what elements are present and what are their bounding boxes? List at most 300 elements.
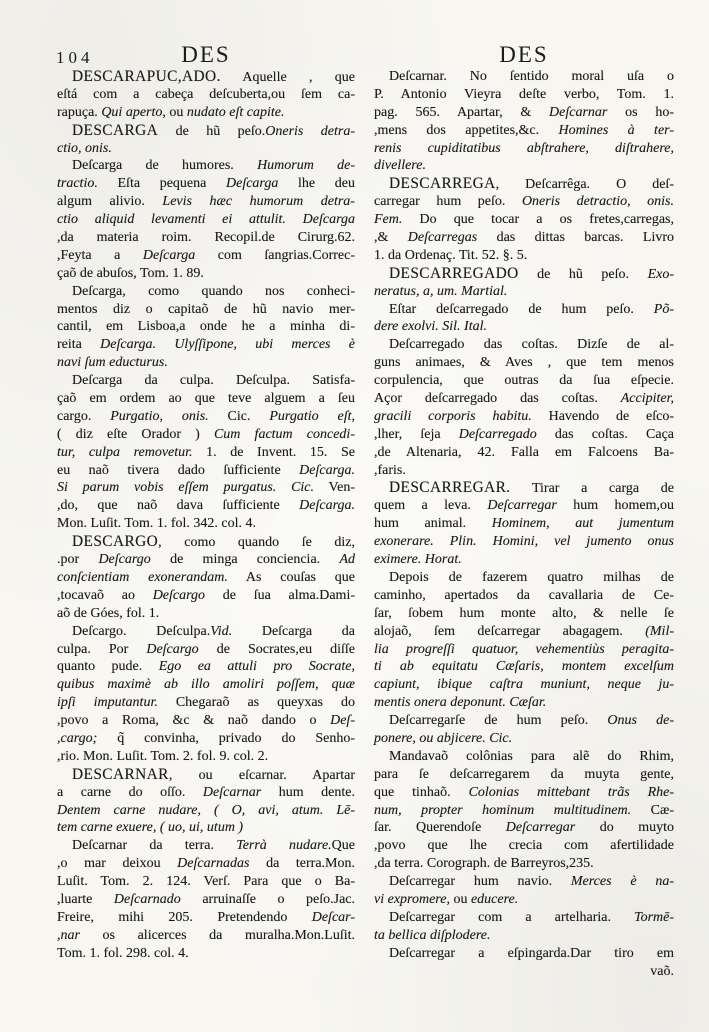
latin-italic-text: ctio aliquid levamenti ei attulit. Deſcarga bbox=[57, 212, 355, 228]
body-text: do muyto bbox=[575, 820, 675, 836]
text-line bbox=[57, 372, 355, 390]
text-line bbox=[57, 229, 355, 247]
body-text: Açor deſcarregado das coſtas. bbox=[374, 391, 621, 407]
latin-italic-text: Purgatio, onis. bbox=[110, 408, 209, 424]
text-line bbox=[374, 605, 674, 623]
text-line bbox=[374, 587, 674, 605]
body-text: hum dente. bbox=[261, 784, 355, 800]
text-line bbox=[374, 819, 674, 837]
body-text: de ſua alma.Dami- bbox=[205, 587, 355, 603]
text-line bbox=[374, 229, 674, 247]
text-line bbox=[57, 694, 355, 712]
body-text: Cæ- bbox=[631, 802, 674, 818]
latin-italic-text: Si parum vobis eſſem purgatus. Cic. bbox=[57, 480, 315, 496]
body-text: .por bbox=[57, 552, 99, 568]
text-line bbox=[57, 658, 355, 676]
body-text: ,mens dos appetites,&c. bbox=[374, 122, 559, 138]
text-line bbox=[374, 515, 674, 533]
text-line bbox=[374, 784, 674, 802]
latin-italic-text: Qui aperto bbox=[101, 104, 163, 120]
latin-italic-text: Merces è na- bbox=[570, 874, 674, 890]
text-line bbox=[374, 569, 674, 587]
body-text: cantil, em Lisboa,a onde he a minha di- bbox=[57, 319, 355, 335]
latin-italic-text: renis cupiditatibus abſtrahere, diſtrahere, bbox=[374, 140, 674, 156]
latin-italic-text: Põ- bbox=[653, 301, 674, 317]
text-line bbox=[374, 462, 674, 480]
body-text: Eſtar deſcarregado de hum peſo. bbox=[389, 301, 654, 317]
text-line bbox=[57, 157, 355, 175]
body-text: , ou bbox=[446, 891, 471, 907]
body-text: ſar, ſobem hum monte alto, & nelle ſe bbox=[374, 605, 674, 621]
text-line bbox=[374, 444, 674, 462]
body-text: carregar hum peſo. bbox=[374, 194, 522, 210]
body-text: hum homem,ou bbox=[556, 498, 674, 514]
text-line bbox=[57, 712, 355, 730]
text-line bbox=[374, 658, 674, 676]
body-text: çaõ de abuſos, Tom. 1. 89. bbox=[57, 265, 204, 281]
body-text: Deſcarregarſe de hum peſo. bbox=[389, 713, 608, 729]
body-text: Deſcarga da bbox=[232, 623, 355, 639]
entry-paragraph bbox=[374, 873, 674, 909]
latin-italic-text: Deſcar- bbox=[311, 909, 355, 925]
text-line bbox=[57, 426, 355, 444]
body-text: Eſta pequena bbox=[97, 176, 226, 192]
body-text: a carne do oſſo. bbox=[57, 784, 203, 800]
latin-italic-text: Oneris detra- bbox=[265, 123, 355, 139]
text-line bbox=[374, 86, 674, 104]
entry-paragraph bbox=[374, 909, 674, 945]
text-line bbox=[57, 730, 355, 748]
text-line bbox=[374, 945, 674, 963]
body-text: P. Antonio Vieyra deſte verbo, Tom. 1. bbox=[374, 86, 674, 102]
text-line bbox=[57, 211, 355, 229]
text-line bbox=[374, 122, 674, 140]
text-line bbox=[57, 837, 355, 855]
body-text: aõ de Góes, fol. 1. bbox=[57, 605, 160, 621]
latin-italic-text: dere exolvi. Sil. Ital. bbox=[374, 319, 487, 335]
latin-italic-text: tractio. bbox=[57, 176, 98, 192]
text-line bbox=[57, 318, 355, 336]
latin-italic-text: Deſcarnar bbox=[549, 104, 608, 120]
text-line bbox=[374, 712, 674, 730]
running-head-left: DES bbox=[181, 42, 231, 67]
latin-italic-text: Deſcarga bbox=[142, 247, 196, 263]
body-text: ,luarte bbox=[57, 891, 114, 907]
body-text: ,o mar deixou bbox=[57, 856, 178, 872]
body-text: da terra.Mon. bbox=[249, 856, 355, 872]
text-line bbox=[57, 873, 355, 891]
text-line bbox=[374, 676, 674, 694]
body-text: hum animal. bbox=[374, 516, 492, 532]
entry-paragraph bbox=[57, 837, 355, 962]
latin-italic-text: Deſcarregar bbox=[505, 820, 576, 836]
body-text: Deſcarregar com a artelharia. bbox=[389, 909, 635, 925]
latin-italic-text: Deſcargo bbox=[98, 552, 151, 568]
latin-italic-text: Deſcarga. Ulyſſipone, ubi merces è bbox=[100, 337, 356, 353]
latin-italic-text: Deſcarnadas bbox=[177, 856, 250, 872]
text-line bbox=[57, 122, 355, 140]
body-text: Deſcarga de humores. bbox=[72, 158, 258, 174]
body-text: alojaõ, ſem deſcarregar abagagem. bbox=[374, 623, 646, 639]
text-line bbox=[57, 497, 355, 515]
text-line bbox=[57, 641, 355, 659]
text-line bbox=[57, 86, 355, 104]
body-text: 1. da Ordenaç. Tit. 52. §. 5. bbox=[374, 247, 528, 263]
text-line bbox=[57, 802, 355, 820]
latin-italic-text: vi expromere bbox=[374, 891, 447, 907]
body-text: Deſcarnar da terra. bbox=[72, 838, 237, 854]
body-text: Luſit. Tom. 2. 124. Verſ. Para que o Ba- bbox=[57, 874, 355, 890]
body-text: As couſas que bbox=[227, 569, 356, 585]
latin-italic-text: Deſ- bbox=[330, 713, 355, 729]
text-line bbox=[57, 104, 355, 122]
text-line bbox=[374, 390, 674, 408]
body-text: ,lher, ſeja bbox=[374, 426, 459, 442]
text-line bbox=[57, 140, 355, 158]
text-line bbox=[374, 963, 674, 981]
body-text: Freire, mihi 205. Pretendendo bbox=[57, 909, 312, 925]
latin-italic-text: Cum factum concedi- bbox=[213, 426, 355, 442]
text-line bbox=[57, 336, 355, 354]
body-text: os ho- bbox=[607, 104, 674, 120]
text-line bbox=[374, 909, 674, 927]
body-text: de Socrates,eu diſſe bbox=[198, 641, 356, 657]
latin-italic-text: neratus, a, um. Martial. bbox=[374, 283, 508, 299]
body-text: , como quando ſe diz, bbox=[158, 535, 355, 551]
body-text: ( diz eſte Orador ) bbox=[57, 426, 214, 442]
text-line bbox=[374, 623, 674, 641]
body-text: para ſe deſcarregarem da muyta gente, bbox=[374, 766, 674, 782]
body-text: rapuça. bbox=[57, 104, 102, 120]
body-text: os alicerces da muralha.Mon.Luſit. bbox=[79, 927, 355, 943]
text-line bbox=[374, 318, 674, 336]
body-text: algum alivio. bbox=[57, 194, 163, 210]
latin-italic-text: ,nar bbox=[57, 927, 80, 943]
latin-italic-text: Deſcarregar bbox=[487, 498, 557, 514]
body-text: ,& bbox=[374, 230, 408, 246]
entry-headword: DESCARAPUC,ADO. bbox=[72, 68, 221, 85]
entry-paragraph bbox=[374, 479, 674, 568]
latin-italic-text: capiunt, ibique caſtra muniunt, neque ju- bbox=[374, 677, 674, 693]
text-line bbox=[374, 891, 674, 909]
text-line bbox=[374, 211, 674, 229]
body-text: mentos diz o capitaõ de hũ navio mer- bbox=[57, 301, 355, 317]
body-text: pag. 565. Apartar, & bbox=[374, 104, 550, 120]
body-text: Tom. 1. fol. 298. col. 4. bbox=[57, 945, 189, 961]
body-text: Mandavaõ colônias para alẽ do Rhim, bbox=[389, 748, 674, 764]
entry-paragraph bbox=[374, 945, 674, 981]
body-text: caminho, apertados da cavallaria de Ce- bbox=[374, 587, 674, 603]
latin-italic-text: Vid. bbox=[210, 623, 233, 639]
text-line bbox=[57, 676, 355, 694]
text-line bbox=[374, 372, 674, 390]
text-line bbox=[374, 873, 674, 891]
latin-italic-text: Onus de- bbox=[607, 713, 674, 729]
text-line bbox=[374, 336, 674, 354]
body-text: Tirar a carga de bbox=[510, 481, 674, 497]
latin-italic-text: Deſcarnado bbox=[113, 891, 181, 907]
entry-paragraph bbox=[57, 157, 355, 282]
text-line bbox=[374, 802, 674, 820]
entry-paragraph bbox=[374, 175, 674, 264]
latin-italic-text: Deſcarga. bbox=[299, 498, 355, 514]
body-text: Mon. Luſit. Tom. 1. fol. 342. col. 4. bbox=[57, 516, 257, 532]
latin-italic-text: Ego ea attuli pro Socrate, bbox=[158, 659, 355, 675]
body-text: çaõ em ordem ao que teve alguem a ſeu bbox=[57, 391, 355, 407]
latin-italic-text: navi ſum educturus. bbox=[57, 355, 168, 371]
text-line bbox=[374, 175, 674, 193]
entry-paragraph bbox=[57, 68, 355, 122]
latin-italic-text: Levis hæc humorum detra- bbox=[162, 194, 355, 210]
latin-italic-text: ipſi imputantur. bbox=[57, 695, 158, 711]
text-line bbox=[57, 354, 355, 372]
body-text: Deſcarga da culpa. Deſculpa. Satisfa- bbox=[72, 373, 355, 389]
body-text: ,povo que lhe crecia com afertilidade bbox=[374, 838, 674, 854]
body-text: ,de Altenaria, 42. Falla em Falcoens Ba- bbox=[374, 444, 674, 460]
body-text: cargo. bbox=[57, 408, 111, 424]
entry-headword: DESCARREGA bbox=[389, 175, 496, 193]
page-number: 104 bbox=[56, 48, 94, 67]
entry-paragraph bbox=[374, 301, 674, 337]
body-text: ,tocavaõ ao bbox=[57, 587, 153, 603]
text-line bbox=[374, 479, 674, 497]
text-line bbox=[57, 462, 355, 480]
text-line bbox=[57, 748, 355, 766]
text-line bbox=[374, 157, 674, 175]
text-line bbox=[57, 927, 355, 945]
latin-italic-text: ta bellica diſplodere. bbox=[374, 927, 491, 943]
body-text: Deſcarregar hum navio. bbox=[389, 874, 571, 890]
body-text: das dittas barcas. Livro bbox=[477, 230, 674, 246]
latin-italic-text: lia progreſſi quatuor, vehementiùs peragita- bbox=[374, 641, 674, 657]
latin-italic-text: conſcientiam exonerandam. bbox=[57, 569, 228, 585]
text-line bbox=[57, 175, 355, 193]
text-line bbox=[57, 819, 355, 837]
body-text: Deſcarga, como quando nos conheci- bbox=[72, 283, 355, 299]
body-text: com ſangrias.Correc- bbox=[195, 247, 355, 263]
latin-italic-text: Ad bbox=[339, 552, 355, 568]
latin-italic-text: Homines à ter- bbox=[558, 122, 674, 138]
body-text: Chegaraõ as queyxas do bbox=[157, 695, 355, 711]
text-line bbox=[374, 766, 674, 784]
text-line bbox=[57, 891, 355, 909]
text-line bbox=[374, 140, 674, 158]
latin-italic-text: Deſcarga. bbox=[299, 462, 355, 478]
text-line bbox=[374, 301, 674, 319]
entry-paragraph bbox=[374, 712, 674, 748]
latin-italic-text: quibus maximè ab illo amoliri poſſem, quæ bbox=[57, 677, 355, 693]
entry-paragraph bbox=[57, 533, 355, 622]
text-line bbox=[374, 283, 674, 301]
entry-headword: DESCARGA bbox=[72, 121, 159, 139]
body-text: Que bbox=[331, 838, 355, 854]
text-line bbox=[57, 569, 355, 587]
body-text: Deſcargo. Deſculpa. bbox=[72, 623, 211, 639]
latin-italic-text: tem carne exuere, ( uo, ui, utum ) bbox=[57, 820, 244, 836]
body-text: , Deſcarrêga. O deſ- bbox=[495, 177, 674, 193]
text-line bbox=[374, 694, 674, 712]
latin-italic-text: Deſcarga bbox=[226, 176, 279, 192]
text-line bbox=[374, 497, 674, 515]
body-text: quem a leva. bbox=[374, 498, 488, 514]
body-text: eu naõ tivera dado ſufficiente bbox=[57, 462, 300, 478]
latin-italic-text: Deſcarregado bbox=[458, 426, 537, 442]
body-text: ,da materia roim. Recopil.de Cirurg.62. bbox=[57, 230, 355, 246]
body-text: Deſcarregar a eſpingarda.Dar tiro em bbox=[389, 945, 674, 961]
body-text: q̃ convinha, privado do Senho- bbox=[97, 730, 355, 746]
latin-italic-text: Colonias mittebant trãs Rhe- bbox=[468, 784, 674, 800]
text-line bbox=[57, 283, 355, 301]
text-line bbox=[374, 354, 674, 372]
latin-italic-text: Tormē- bbox=[634, 909, 674, 925]
text-line bbox=[374, 927, 674, 945]
latin-italic-text: ,cargo; bbox=[57, 730, 98, 746]
latin-italic-text: ctio, onis. bbox=[57, 140, 112, 156]
latin-italic-text: Exo- bbox=[647, 266, 674, 282]
body-text: ,da terra. Corograph. de Barreyros,235. bbox=[374, 856, 594, 872]
body-text: de hũ peſo. bbox=[158, 123, 266, 139]
entry-headword: DESCARREGAR. bbox=[389, 479, 511, 497]
entry-paragraph bbox=[57, 372, 355, 533]
body-text: lhe deu bbox=[278, 176, 355, 192]
text-line bbox=[57, 301, 355, 319]
body-text: ſar. Querendoſe bbox=[374, 820, 506, 836]
body-text: das coſtas. Caça bbox=[536, 426, 674, 442]
latin-italic-text: Deſcargo bbox=[146, 641, 199, 657]
text-line bbox=[57, 909, 355, 927]
latin-italic-text: Deſcarregas bbox=[407, 230, 478, 246]
latin-italic-text: (Mil- bbox=[645, 623, 674, 639]
latin-italic-text: nudato eſt capite. bbox=[186, 104, 285, 120]
entry-paragraph bbox=[374, 748, 674, 873]
body-text: vaõ. bbox=[650, 963, 674, 979]
latin-italic-text: educere. bbox=[470, 891, 519, 907]
latin-italic-text: eximere. Horat. bbox=[374, 552, 462, 568]
latin-italic-text: gracili corporis habitu. bbox=[374, 408, 532, 424]
text-line bbox=[374, 265, 674, 283]
latin-italic-text: tur, culpa removetur. bbox=[57, 444, 193, 460]
body-text: Deſcarregado das coſtas. Dizſe de al- bbox=[389, 337, 674, 353]
text-line bbox=[57, 587, 355, 605]
body-text: Aquelle , que bbox=[220, 70, 355, 85]
body-text: Ven- bbox=[314, 480, 355, 496]
body-text: Depois de fazerem quatro milhas de bbox=[389, 569, 674, 585]
text-line bbox=[57, 515, 355, 533]
body-text: eſtá com a cabeça deſcuberta,ou ſem ca- bbox=[57, 86, 355, 102]
text-line bbox=[57, 68, 355, 86]
text-line bbox=[57, 945, 355, 963]
latin-italic-text: Dentem carne nudare, ( O, avi, atum. Lē- bbox=[57, 802, 355, 818]
text-line bbox=[57, 855, 355, 873]
body-text: ,faris. bbox=[374, 462, 406, 478]
text-line bbox=[374, 193, 674, 211]
text-line bbox=[374, 408, 674, 426]
latin-italic-text: Oneris detractio, onis. bbox=[521, 194, 674, 210]
text-line bbox=[57, 247, 355, 265]
text-line bbox=[57, 766, 355, 784]
entry-paragraph bbox=[374, 265, 674, 301]
body-text: reita bbox=[57, 337, 101, 353]
text-line bbox=[57, 784, 355, 802]
latin-italic-text: divellere. bbox=[374, 158, 426, 174]
latin-italic-text: exonerare. Plin. Homini, vel jumento onus bbox=[374, 534, 674, 550]
text-line bbox=[57, 605, 355, 623]
text-line bbox=[57, 551, 355, 569]
latin-italic-text: Deſcargo bbox=[152, 587, 206, 603]
body-text: ,Feyta a bbox=[57, 247, 143, 263]
text-line bbox=[57, 390, 355, 408]
latin-italic-text: Deſcarnar bbox=[202, 784, 262, 800]
entry-headword: DESCARREGADO bbox=[389, 264, 519, 282]
body-text: arruinaſſe o peſo.Jac. bbox=[180, 891, 355, 907]
text-line bbox=[57, 623, 355, 641]
text-line bbox=[57, 265, 355, 283]
text-line bbox=[374, 426, 674, 444]
text-line bbox=[57, 444, 355, 462]
latin-italic-text: num, propter hominum multitudinem. bbox=[374, 802, 632, 818]
entry-headword: DESCARGO bbox=[72, 533, 159, 551]
latin-italic-text: Hominem, aut jumentum bbox=[491, 516, 674, 532]
text-line bbox=[57, 408, 355, 426]
entry-paragraph bbox=[374, 336, 674, 479]
text-line bbox=[57, 193, 355, 211]
left-text-column bbox=[57, 68, 355, 963]
body-text: culpa. Por bbox=[57, 641, 147, 657]
latin-italic-text: Humorum de- bbox=[257, 158, 356, 174]
latin-italic-text: Accipiter, bbox=[620, 391, 674, 407]
latin-italic-text: Terrà nudare. bbox=[236, 838, 332, 854]
body-text: 1. de Invent. 15. Se bbox=[192, 444, 355, 460]
text-line bbox=[57, 533, 355, 551]
entry-paragraph bbox=[57, 766, 355, 838]
body-text: quanto pude. bbox=[57, 659, 159, 675]
body-text: Havendo de eſco- bbox=[531, 408, 675, 424]
text-line bbox=[374, 104, 674, 122]
body-text: corpulencia, que outras da ſua eſpecie. bbox=[374, 373, 674, 389]
latin-italic-text: Purgatio eſt, bbox=[269, 408, 355, 424]
body-text: ,povo a Roma, &c & naõ dando o bbox=[57, 713, 331, 729]
latin-italic-text: ti ab equitatu Cæſaris, montem excelſum bbox=[374, 659, 674, 675]
body-text: , ou bbox=[162, 104, 187, 120]
body-text: ,do, que naõ dava ſufficiente bbox=[57, 498, 300, 514]
body-text: que tinhaõ. bbox=[374, 784, 469, 800]
text-line bbox=[374, 551, 674, 569]
right-text-column bbox=[374, 68, 674, 980]
text-line bbox=[57, 479, 355, 497]
latin-italic-text: mentis onera deponunt. Cæſar. bbox=[374, 695, 547, 711]
body-text: , ou eſcarnar. Apartar bbox=[168, 767, 355, 783]
text-line bbox=[374, 855, 674, 873]
text-line bbox=[374, 247, 674, 265]
text-line bbox=[374, 68, 674, 86]
entry-headword: DESCARNAR bbox=[72, 765, 169, 783]
body-text: Do que tocar a os fretes,carregas, bbox=[402, 212, 674, 228]
text-line bbox=[374, 533, 674, 551]
entry-paragraph bbox=[374, 68, 674, 175]
entry-paragraph bbox=[374, 569, 674, 712]
text-line bbox=[374, 641, 674, 659]
text-line bbox=[374, 730, 674, 748]
latin-italic-text: ponere, ou abjicere. Cic. bbox=[374, 730, 513, 746]
body-text: Deſcarnar. No ſentido moral uſa o bbox=[389, 69, 674, 84]
body-text: Cic. bbox=[208, 408, 270, 424]
body-text: ,rio. Mon. Luſit. Tom. 2. fol. 9. col. 2. bbox=[57, 748, 269, 764]
entry-paragraph bbox=[57, 122, 355, 158]
body-text: de minga conciencia. bbox=[150, 552, 340, 568]
latin-italic-text: Fem. bbox=[374, 212, 403, 228]
entry-paragraph bbox=[57, 283, 355, 372]
text-line bbox=[374, 837, 674, 855]
